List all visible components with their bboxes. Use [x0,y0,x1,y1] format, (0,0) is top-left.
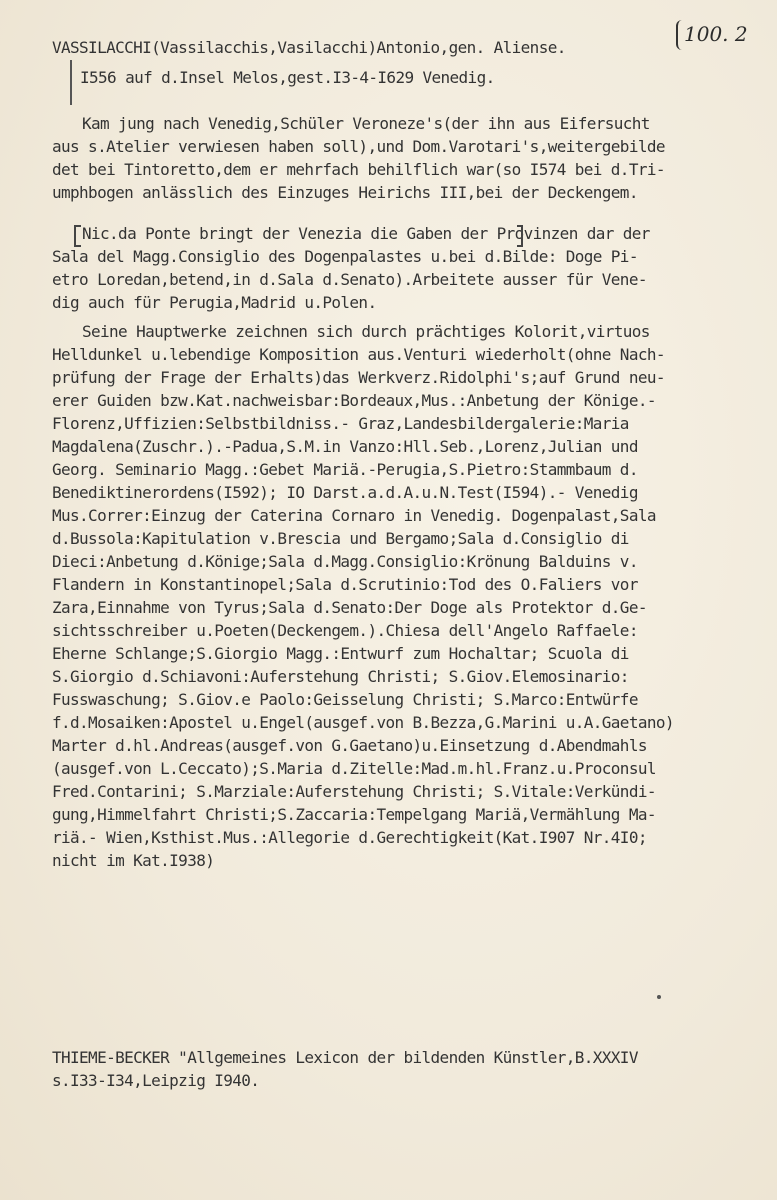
paragraph2-line: (ausgef.von L.Ceccato);S.Maria d.Zitelle:Mad.m.hl.Franz.u.Proconsul [52,759,656,778]
paragraph2-line: Zara,Einnahme von Tyrus;Sala d.Senato:Der Doge als Protektor d.Ge- [52,598,647,617]
paragraph2-line: Marter d.hl.Andreas(ausgef.von G.Gaetano)u.Einsetzung d.Abendmahls [52,736,647,755]
paragraph2-line: Flandern in Konstantinopel;Sala d.Scrutinio:Tod des O.Faliers vor [52,575,638,594]
handwritten-note: 100. 2 [684,22,748,46]
paragraph1-line: det bei Tintoretto,dem er mehrfach behilflich war(so I574 bei d.Tri- [52,160,665,179]
paragraph2-line: nicht im Kat.I938) [52,851,215,870]
header-line-1: VASSILACCHI(Vassilacchis,Vasilacchi)Antonio,gen. Aliense. [52,38,566,57]
paragraph2-line: Seine Hauptwerke zeichnen sich durch prächtiges Kolorit,virtuos [82,322,650,341]
paragraph2-line: gung,Himmelfahrt Christi;S.Zaccaria:Tempelgang Mariä,Vermählung Ma- [52,805,656,824]
paragraph2-line: S.Giorgio d.Schiavoni:Auferstehung Christi; S.Giov.Elemosinario: [52,667,629,686]
paragraph2-line: Fusswaschung; S.Giov.e Paolo:Geisselung Christi; S.Marco:Entwürfe [52,690,638,709]
source-line: s.I33-I34,Leipzig I940. [52,1071,260,1090]
paragraph1-line: Nic.da Ponte bringt der Venezia die Gaben der Provinzen dar der [82,224,650,243]
paragraph2-line: prüfung der Frage der Erhalts)das Werkverz.Ridolphi's;auf Grund neu- [52,368,665,387]
paragraph1-line: Kam jung nach Venedig,Schüler Veroneze's(der ihn aus Eifersucht [82,114,650,133]
paragraph2-line: Eherne Schlange;S.Giorgio Magg.:Entwurf zum Hochaltar; Scuola di [52,644,629,663]
paragraph2-line: Dieci:Anbetung d.Könige;Sala d.Magg.Consiglio:Krönung Balduins v. [52,552,638,571]
paragraph2-line: sichtsschreiber u.Poeten(Deckengem.).Chiesa dell'Angelo Raffaele: [52,621,638,640]
paragraph1-line: umphbogen anlässlich des Einzuges Heirichs III,bei der Deckengem. [52,183,638,202]
paragraph2-line: Florenz,Uffizien:Selbstbildniss.- Graz,Landesbildergalerie:Maria [52,414,629,433]
ink-dot [657,995,661,999]
paragraph2-line: Helldunkel u.lebendige Komposition aus.Venturi wiederholt(ohne Nach- [52,345,665,364]
paragraph2-line: riä.- Wien,Ksthist.Mus.:Allegorie d.Gerechtigkeit(Kat.I907 Nr.4I0; [52,828,647,847]
header-line-2: I556 auf d.Insel Melos,gest.I3-4-I629 Venedig. [80,68,495,87]
paragraph1-line: etro Loredan,betend,in d.Sala d.Senato).Arbeitete ausser für Vene- [52,270,647,289]
bracket-close-mark [517,225,523,247]
paragraph2-line: Benediktinerordens(I592); IO Darst.a.d.A.u.N.Test(I594).- Venedig [52,483,638,502]
paragraph1-line: dig auch für Perugia,Madrid u.Polen. [52,293,377,312]
paragraph2-line: f.d.Mosaiken:Apostel u.Engel(ausgef.von B.Bezza,G.Marini u.A.Gaetano) [52,713,674,732]
paragraph2-line: erer Guiden bzw.Kat.nachweisbar:Bordeaux,Mus.:Anbetung der Könige.- [52,391,656,410]
paragraph2-line: Fred.Contarini; S.Marziale:Auferstehung Christi; S.Vitale:Verkündi- [52,782,656,801]
source-line: THIEME-BECKER "Allgemeines Lexicon der bildenden Künstler,B.XXXIV [52,1048,638,1067]
paragraph2-line: Mus.Correr:Einzug der Caterina Cornaro in Venedig. Dogenpalast,Sala [52,506,656,525]
paragraph1-line: Sala del Magg.Consiglio des Dogenpalastes u.bei d.Bilde: Doge Pi- [52,247,638,266]
margin-mark [70,60,72,105]
bracket-open-mark [74,225,81,247]
paragraph1-line: aus s.Atelier verwiesen haben soll),und Dom.Varotari's,weitergebilde [52,137,665,156]
paragraph2-line: d.Bussola:Kapitulation v.Brescia und Bergamo;Sala d.Consiglio di [52,529,629,548]
paragraph2-line: Georg. Seminario Magg.:Gebet Mariä.-Perugia,S.Pietro:Stammbaum d. [52,460,638,479]
paragraph2-line: Magdalena(Zuschr.).-Padua,S.M.in Vanzo:Hll.Seb.,Lorenz,Julian und [52,437,638,456]
